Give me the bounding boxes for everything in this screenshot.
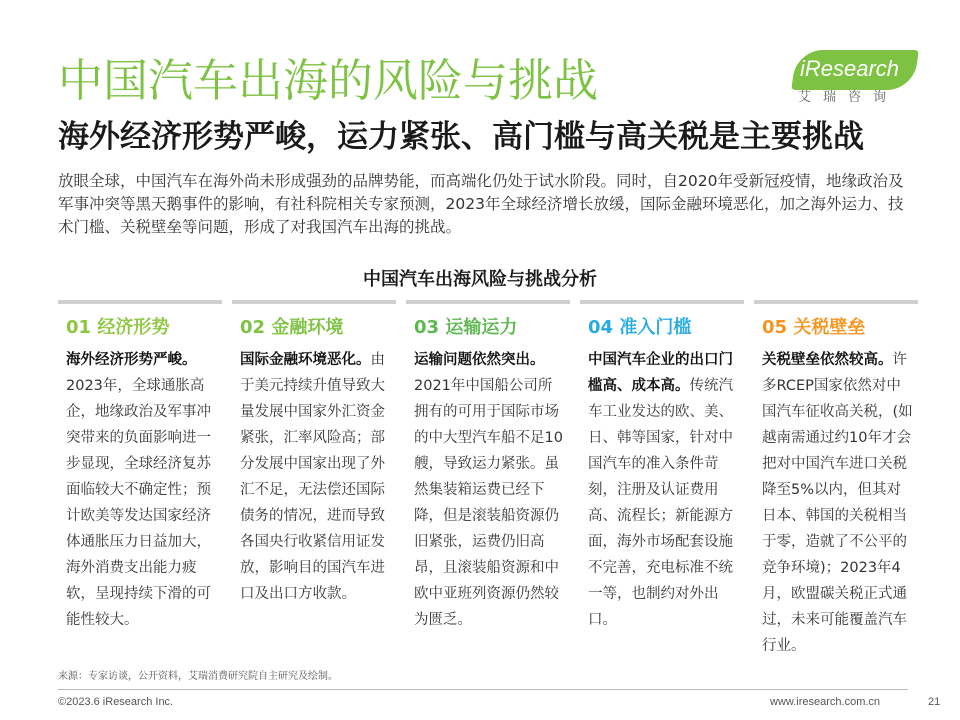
column-divider [754, 300, 918, 304]
column-text: 2023年，全球通胀高企，地缘政治及军事冲突带来的负面影响进一步显现，全球经济复苏面临较大不确定性；预计欧美等发达国家经济体通胀压力日益加大，海外消费支出能力疲软，呈现持续下滑的可能性较大。 [66, 378, 211, 628]
column-market-access [580, 300, 744, 633]
column-lead: 国际金融环境恶化。 [240, 352, 371, 368]
column-text: 传统汽车工业发达的欧、美、日、韩等国家，针对中国汽车的准入条件苛刻，注册及认证费用高、流程长；新能源方面，海外市场配套设施不完善，充电标准不统一等，也制约对外出口。 [588, 378, 733, 628]
column-body [232, 347, 396, 607]
column-finance [232, 300, 396, 607]
column-text: 许多RCEP国家依然对中国汽车征收高关税，(如越南需通过约10年才会把对中国汽车进口关税降至5%以内，但其对日本、韩国的关税相当于零，造就了不公平的竞争环境)；2023年4月，欧盟碳关税正式通过，未来可能覆盖汽车行业。 [762, 352, 913, 654]
website-link[interactable]: www.iresearch.com.cn [770, 696, 881, 708]
page-title: 中国汽车出海的风险与挑战 [58, 54, 599, 107]
source-note: 来源：专家访谈，公开资料，艾瑞消费研究院自主研究及绘制。 [58, 671, 338, 682]
column-divider [58, 300, 222, 304]
column-economy [58, 300, 222, 633]
column-lead: 关税壁垒依然较高。 [762, 352, 893, 368]
column-divider [406, 300, 570, 304]
logo-chinese-text: 艾瑞咨询 [798, 90, 899, 105]
footer-divider [58, 689, 908, 690]
iresearch-logo [790, 48, 920, 108]
column-tariff [754, 300, 918, 659]
column-heading: 01 经济形势 [66, 317, 170, 338]
logo-brand-text: iResearch [800, 56, 900, 81]
column-lead: 海外经济形势严峻。 [66, 352, 197, 368]
column-heading: 02 金融环境 [240, 317, 344, 338]
column-divider [580, 300, 744, 304]
column-body [580, 347, 744, 633]
column-divider [232, 300, 396, 304]
column-transport [406, 300, 570, 633]
copyright: ©2023.6 iResearch Inc. [58, 696, 174, 708]
column-body [58, 347, 222, 633]
column-text: 由于美元持续升值导致大量发展中国家外汇资金紧张，汇率风险高；部分发展中国家出现了外汇不足，无法偿还国际债务的情况，进而导致各国央行收紧信用证发放，影响目的国汽车进口及出口方收款。 [240, 352, 385, 602]
column-lead: 运输问题依然突出。 [414, 352, 545, 368]
column-heading: 03 运输运力 [414, 317, 518, 338]
column-heading: 04 准入门槛 [588, 317, 692, 338]
page-subtitle: 海外经济形势严峻，运力紧张、高门槛与高关税是主要挑战 [58, 119, 864, 155]
column-body [406, 347, 570, 633]
page-number: 21 [928, 696, 941, 708]
column-body [754, 347, 918, 659]
intro-paragraph: 放眼全球，中国汽车在海外尚未形成强劲的品牌势能，而高端化仍处于试水阶段。同时，自2020年受新冠疫情，地缘政治及军事冲突等黑天鹅事件的影响，有社科院相关专家预测，2023年全球经济增长放缓，国际金融环境恶化，加之海外运力、技术门槛、关税壁垒等问题，形成了对我国汽车出海的挑战。 [58, 172, 904, 236]
column-heading: 05 关税壁垒 [762, 317, 866, 338]
column-text: 2021年中国船公司所拥有的可用于国际市场的中大型汽车船不足10艘，导致运力紧张。虽然集装箱运费已经下降，但是滚装船资源仍旧紧张，运费仍旧高昂，且滚装船资源和中欧中亚班列资源仍然较为匮乏。 [414, 378, 563, 628]
column-lead: 中国汽车企业的出口门槛高、成本高。 [588, 352, 733, 394]
section-title: 中国汽车出海风险与挑战分析 [363, 269, 597, 290]
